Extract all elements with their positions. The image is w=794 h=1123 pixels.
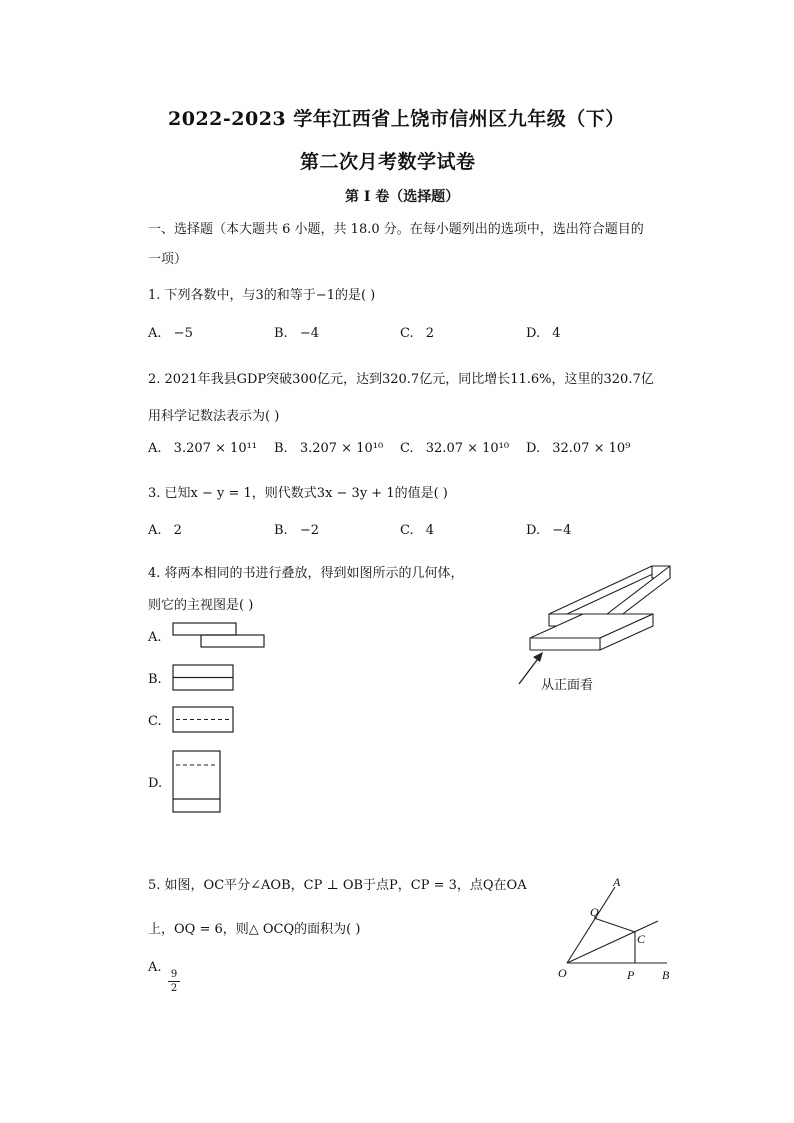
q4-option-b-figure xyxy=(172,664,236,692)
exam-title-line1: 2022-2023 学年江西省上饶市信州区九年级（下） xyxy=(168,108,625,130)
q5-option-a-fraction xyxy=(168,969,180,994)
option-label: A. xyxy=(148,523,162,538)
question-2-text-line2: 用科学记数法表示为( ) xyxy=(148,409,280,424)
option-value: 32.07 × 10⁹ xyxy=(552,441,631,456)
q2-option-b[interactable] xyxy=(274,441,383,456)
option-label: C. xyxy=(400,326,414,341)
option-label: B. xyxy=(274,326,288,341)
option-label: A. xyxy=(148,630,162,645)
q2-option-c[interactable] xyxy=(400,441,509,456)
option-label: D. xyxy=(148,776,163,791)
q2-option-a[interactable] xyxy=(148,441,257,456)
q4-option-b[interactable] xyxy=(148,672,162,687)
question-2-text-line1: 2. 2021年我县GDP突破300亿元，达到320.7亿元，同比增长11.6%，这里的320.7亿 xyxy=(148,372,654,387)
q4-option-d[interactable] xyxy=(148,776,162,791)
question-4-text-line2: 则它的主视图是( ) xyxy=(148,598,254,613)
option-value: 2 xyxy=(425,326,435,341)
option-label: A. xyxy=(148,326,162,341)
question-3-text: 3. 已知x − y = 1，则代数式3x − 3y + 1的值是( ) xyxy=(148,486,448,501)
option-label: C. xyxy=(400,441,414,456)
q4-option-a-figure xyxy=(172,622,267,652)
option-label: C. xyxy=(400,523,414,538)
q1-option-a[interactable] xyxy=(148,326,193,341)
q3-option-d[interactable] xyxy=(526,523,571,538)
fraction-numerator: 9 xyxy=(170,969,178,980)
point-label-q: Q xyxy=(590,905,599,919)
option-value: 3.207 × 10¹¹ xyxy=(173,441,258,456)
question-5-text-line1: 5. 如图，OC平分∠AOB，CP ⊥ OB于点P，CP = 3，点Q在OA xyxy=(148,878,527,893)
option-label: A. xyxy=(148,441,162,456)
option-value: −4 xyxy=(299,326,319,341)
q4-option-d-figure xyxy=(172,750,224,814)
q2-option-d[interactable] xyxy=(526,441,630,456)
fraction-denominator: 2 xyxy=(170,983,178,994)
option-label: A. xyxy=(148,960,162,975)
option-value: 3.207 × 10¹⁰ xyxy=(299,441,384,456)
option-label: D. xyxy=(526,523,541,538)
point-label-p: P xyxy=(627,968,635,982)
option-value: −2 xyxy=(299,523,319,538)
q1-option-d[interactable] xyxy=(526,326,561,341)
q5-option-a[interactable] xyxy=(148,960,162,975)
point-label-a: A xyxy=(613,875,621,889)
fraction-bar xyxy=(168,981,180,982)
q3-option-b[interactable] xyxy=(274,523,319,538)
q3-option-c[interactable] xyxy=(400,523,434,538)
volume-heading: 第 I 卷（选择题） xyxy=(345,189,460,205)
point-label-b: B xyxy=(662,968,670,982)
option-label: B. xyxy=(274,441,288,456)
option-label: D. xyxy=(526,326,541,341)
stacked-books-figure xyxy=(505,560,680,690)
section-instructions-line2: 一项） xyxy=(148,252,188,267)
q4-option-a[interactable] xyxy=(148,630,162,645)
option-value: 4 xyxy=(425,523,435,538)
option-value: 2 xyxy=(173,523,182,538)
exam-title-line2: 第二次月考数学试卷 xyxy=(300,151,476,173)
option-value: −5 xyxy=(173,326,193,341)
q1-option-b[interactable] xyxy=(274,326,319,341)
question-5-text-line2: 上，OQ = 6，则△ OCQ的面积为( ) xyxy=(148,922,361,937)
option-label: C. xyxy=(148,714,162,729)
figure-caption-front-view: 从正面看 xyxy=(541,678,594,693)
question-4-text-line1: 4. 将两本相同的书进行叠放，得到如图所示的几何体， xyxy=(148,566,464,581)
q3-option-a[interactable] xyxy=(148,523,182,538)
q4-option-c-figure xyxy=(172,706,236,734)
q1-option-c[interactable] xyxy=(400,326,434,341)
point-label-c: C xyxy=(637,932,646,946)
q4-option-c[interactable] xyxy=(148,714,162,729)
option-label: D. xyxy=(526,441,541,456)
option-label: B. xyxy=(274,523,288,538)
section-instructions-line1: 一、选择题（本大题共 6 小题，共 18.0 分。在每小题列出的选项中，选出符合题目的 xyxy=(148,222,644,237)
point-label-o: O xyxy=(558,966,567,980)
question-1-text: 1. 下列各数中，与3的和等于−1的是( ) xyxy=(148,288,376,303)
option-label: B. xyxy=(148,672,162,687)
option-value: 32.07 × 10¹⁰ xyxy=(425,441,510,456)
angle-bisector-figure xyxy=(555,875,680,985)
option-value: 4 xyxy=(552,326,561,341)
option-value: −4 xyxy=(552,523,572,538)
